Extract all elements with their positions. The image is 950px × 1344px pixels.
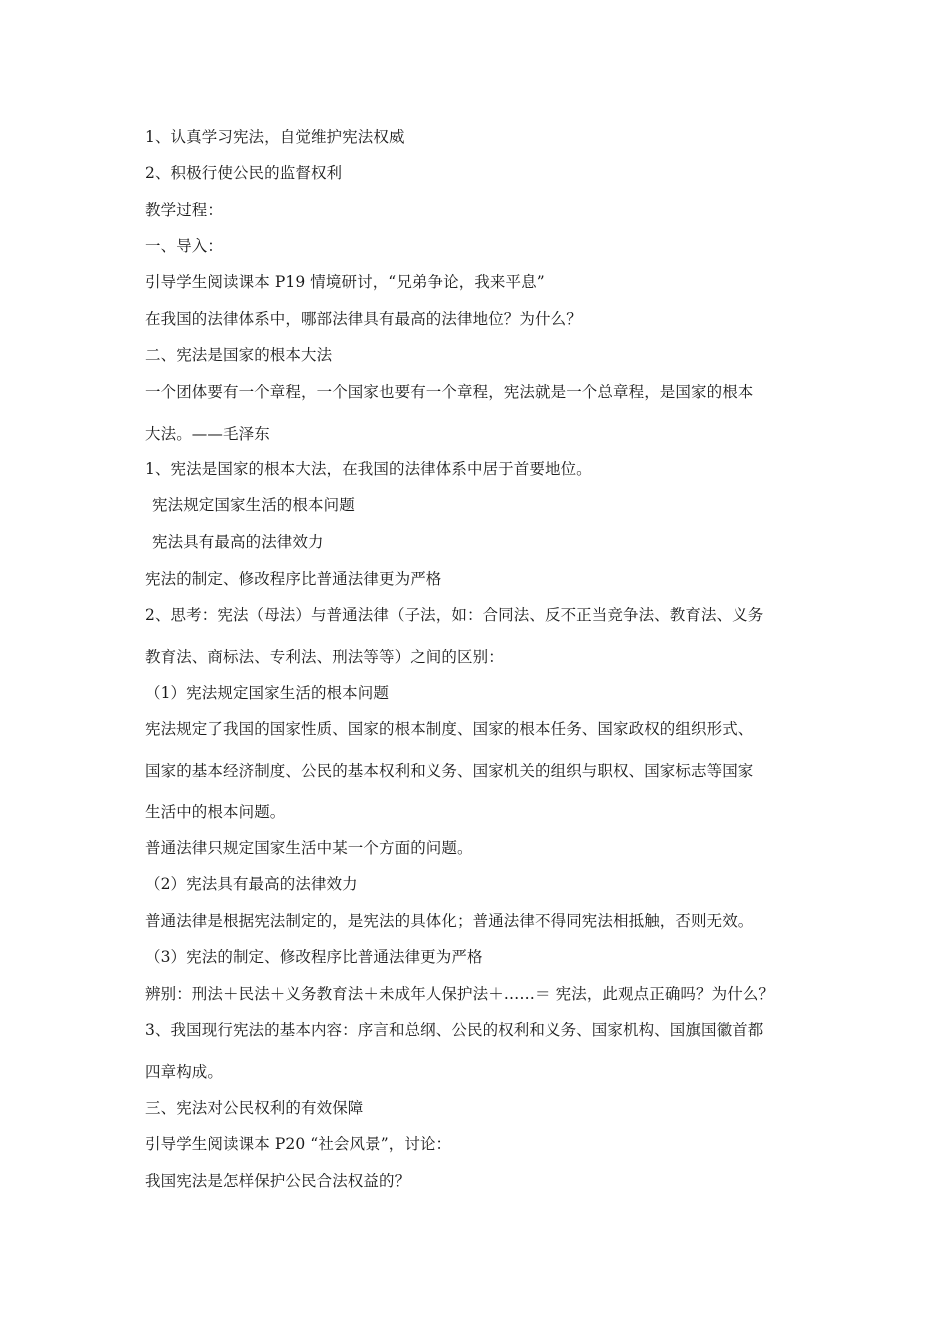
paragraph: 普通法律只规定国家生活中某一个方面的问题。 xyxy=(145,839,473,857)
paragraph: 1、宪法是国家的根本大法，在我国的法律体系中居于首要地位。 xyxy=(145,460,592,478)
paragraph: 引导学生阅读课本 P20 “社会风景”，讨论： xyxy=(145,1135,452,1153)
paragraph: 四章构成。 xyxy=(145,1063,224,1081)
subheading: （3）宪法的制定、修改程序比普通法律更为严格 xyxy=(145,948,483,966)
paragraph: 在我国的法律体系中，哪部法律具有最高的法律地位？为什么？ xyxy=(145,310,582,328)
paragraph: 我国宪法是怎样保护公民合法权益的？ xyxy=(145,1172,411,1190)
paragraph: 1、认真学习宪法，自觉维护宪法权威 xyxy=(145,128,405,146)
heading: 一、导入： xyxy=(145,237,224,255)
list-item: 宪法具有最高的法律效力 xyxy=(152,533,324,551)
paragraph: 国家的基本经济制度、公民的基本权利和义务、国家机关的组织与职权、国家标志等国家 xyxy=(145,762,754,780)
heading: 教学过程： xyxy=(145,201,224,219)
paragraph: 普通法律是根据宪法制定的，是宪法的具体化；普通法律不得同宪法相抵触，否则无效。 xyxy=(145,912,754,930)
list-item: 宪法规定国家生活的根本问题 xyxy=(152,496,355,514)
paragraph: 引导学生阅读课本 P19 情境研讨，“兄弟争论，我来平息” xyxy=(145,273,545,291)
paragraph: 2、积极行使公民的监督权利 xyxy=(145,164,343,182)
paragraph: 宪法规定了我国的国家性质、国家的根本制度、国家的根本任务、国家政权的组织形式、 xyxy=(145,720,754,738)
paragraph: 生活中的根本问题。 xyxy=(145,803,286,821)
heading: 三、宪法对公民权利的有效保障 xyxy=(145,1099,364,1117)
subheading: （1）宪法规定国家生活的根本问题 xyxy=(145,684,389,702)
list-item: 宪法的制定、修改程序比普通法律更为严格 xyxy=(145,570,442,588)
paragraph: 2、思考：宪法（母法）与普通法律（子法，如：合同法、反不正当竞争法、教育法、义务 xyxy=(145,606,764,624)
paragraph: 辨别：刑法＋民法＋义务教育法＋未成年人保护法＋……＝ 宪法，此观点正确吗？为什么？ xyxy=(145,985,775,1003)
paragraph: 3、我国现行宪法的基本内容：序言和总纲、公民的权利和义务、国家机构、国旗国徽首都 xyxy=(145,1021,764,1039)
subheading: （2）宪法具有最高的法律效力 xyxy=(145,875,358,893)
paragraph: 一个团体要有一个章程，一个国家也要有一个章程，宪法就是一个总章程，是国家的根本 xyxy=(145,383,754,401)
heading: 二、宪法是国家的根本大法 xyxy=(145,346,333,364)
paragraph: 大法。——毛泽东 xyxy=(145,425,270,443)
paragraph: 教育法、商标法、专利法、刑法等等）之间的区别： xyxy=(145,648,504,666)
